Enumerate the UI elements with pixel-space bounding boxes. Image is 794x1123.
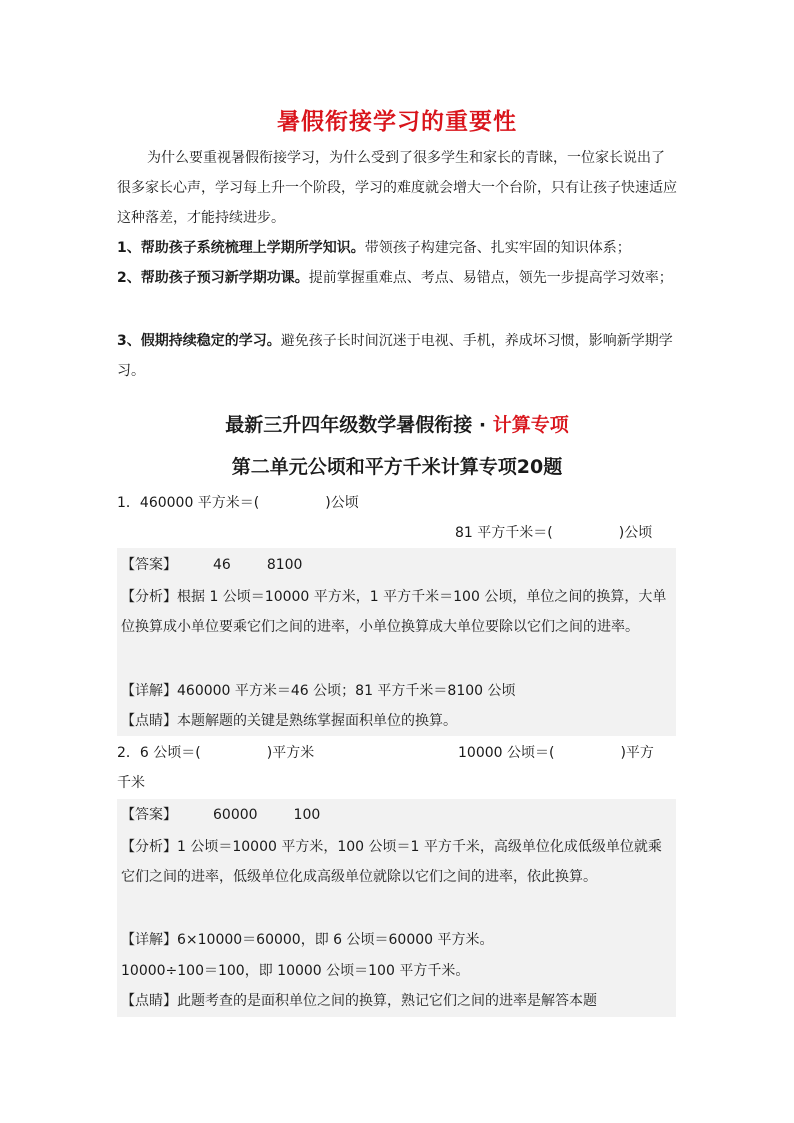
q2-comment-tag: 【点睛】	[121, 993, 177, 1009]
point-3-bold: 3、假期持续稳定的学习。	[117, 333, 281, 349]
q2-part1-pre: 2．6 公顷＝(	[117, 745, 201, 761]
point-2-bold: 2、帮助孩子预习新学期功课。	[117, 270, 309, 286]
point-3-text: 避免孩子长时间沉迷于电视、手机，养成坏习惯，影响新学期学习。	[117, 333, 673, 379]
q1-analysis-text: 根据 1 公顷＝10000 平方米，1 平方千米＝100 公顷，单位之间的换算，大单位换算成小单位要乘它们之间的进率，小单位换算成大单位要除以它们之间的进率。	[121, 589, 667, 635]
subtitle-main: 最新三升四年级数学暑假衔接 ·	[225, 414, 493, 436]
q1-part2-pre: 81 平方千米＝(	[455, 525, 553, 541]
point-2-text: 提前掌握重难点、考点、易错点，领先一步提高学习效率；	[308, 270, 673, 286]
point-3	[117, 326, 677, 386]
q1-answer-1: 46	[213, 557, 231, 573]
point-1	[117, 233, 677, 263]
point-1-bold: 1、帮助孩子系统梳理上学期所学知识。	[117, 240, 365, 256]
q1-analysis	[121, 582, 673, 642]
q1-detail	[121, 676, 673, 706]
unit-title: 第二单元公顷和平方千米计算专项20题	[231, 456, 563, 478]
q2-analysis	[121, 832, 673, 892]
point-1-text: 带领孩子构建完备、扎实牢固的知识体系；	[364, 240, 631, 256]
q2-part2	[458, 740, 654, 766]
q1-part1-pre: 1．460000 平方米＝(	[117, 495, 260, 511]
q2-answer	[121, 800, 673, 830]
point-2	[117, 263, 677, 293]
q1-part2	[455, 520, 652, 546]
q1-answer-2: 8100	[266, 557, 303, 573]
q2-answer-tag: 【答案】	[121, 807, 177, 823]
q2-answer-2: 100	[293, 807, 321, 823]
q1-answer-tag: 【答案】	[121, 557, 177, 573]
q1-part1-post: )公顷	[325, 495, 359, 511]
q2-detail-2: 10000÷100＝100，即 10000 公顷＝100 平方千米。	[121, 963, 470, 979]
section-subtitle	[0, 410, 794, 437]
q1-detail-text: 460000 平方米＝46 公顷；81 平方千米＝8100 公顷	[177, 683, 516, 699]
q1-detail-tag: 【详解】	[121, 683, 177, 699]
q1-part1	[117, 490, 359, 516]
q2-detail-text-1: 6×10000＝60000，即 6 公顷＝60000 平方米。	[177, 932, 494, 948]
q2-part1	[117, 740, 314, 766]
q2-comment	[121, 986, 673, 1016]
q1-analysis-tag: 【分析】	[121, 589, 177, 605]
q1-part2-post: )公顷	[618, 525, 653, 541]
page-title: 暑假衔接学习的重要性	[277, 109, 517, 135]
q2-part2-wrap: 千米	[117, 775, 145, 791]
subtitle-highlight: 计算专项	[492, 414, 569, 436]
q2-comment-text: 此题考查的是面积单位之间的换算，熟记它们之间的进率是解答本题	[177, 993, 597, 1009]
q2-part1-post: )平方米	[266, 745, 315, 761]
q2-answer-1: 60000	[213, 807, 258, 823]
intro-paragraph: 为什么要重视暑假衔接学习，为什么受到了很多学生和家长的青睐，一位家长说出了很多家长心声，学习每上升一个阶段，学习的难度就会增大一个台阶，只有让孩子快速适应这种落差，才能持续进步。	[117, 150, 677, 226]
q2-analysis-text: 1 公顷＝10000 平方米，100 公顷＝1 平方千米，高级单位化成低级单位就乘它们之间的进率，低级单位化成高级单位就除以它们之间的进率，依此换算。	[121, 839, 662, 885]
q2-detail-1	[121, 925, 673, 955]
q1-comment	[121, 706, 673, 736]
q2-part2-post: )平方	[620, 745, 654, 761]
q2-detail-tag: 【详解】	[121, 932, 177, 948]
q1-comment-text: 本题解题的关键是熟练掌握面积单位的换算。	[177, 713, 457, 729]
q2-analysis-tag: 【分析】	[121, 839, 177, 855]
q2-part2-pre: 10000 公顷＝(	[458, 745, 555, 761]
q1-answer	[121, 550, 673, 580]
q1-comment-tag: 【点睛】	[121, 713, 177, 729]
